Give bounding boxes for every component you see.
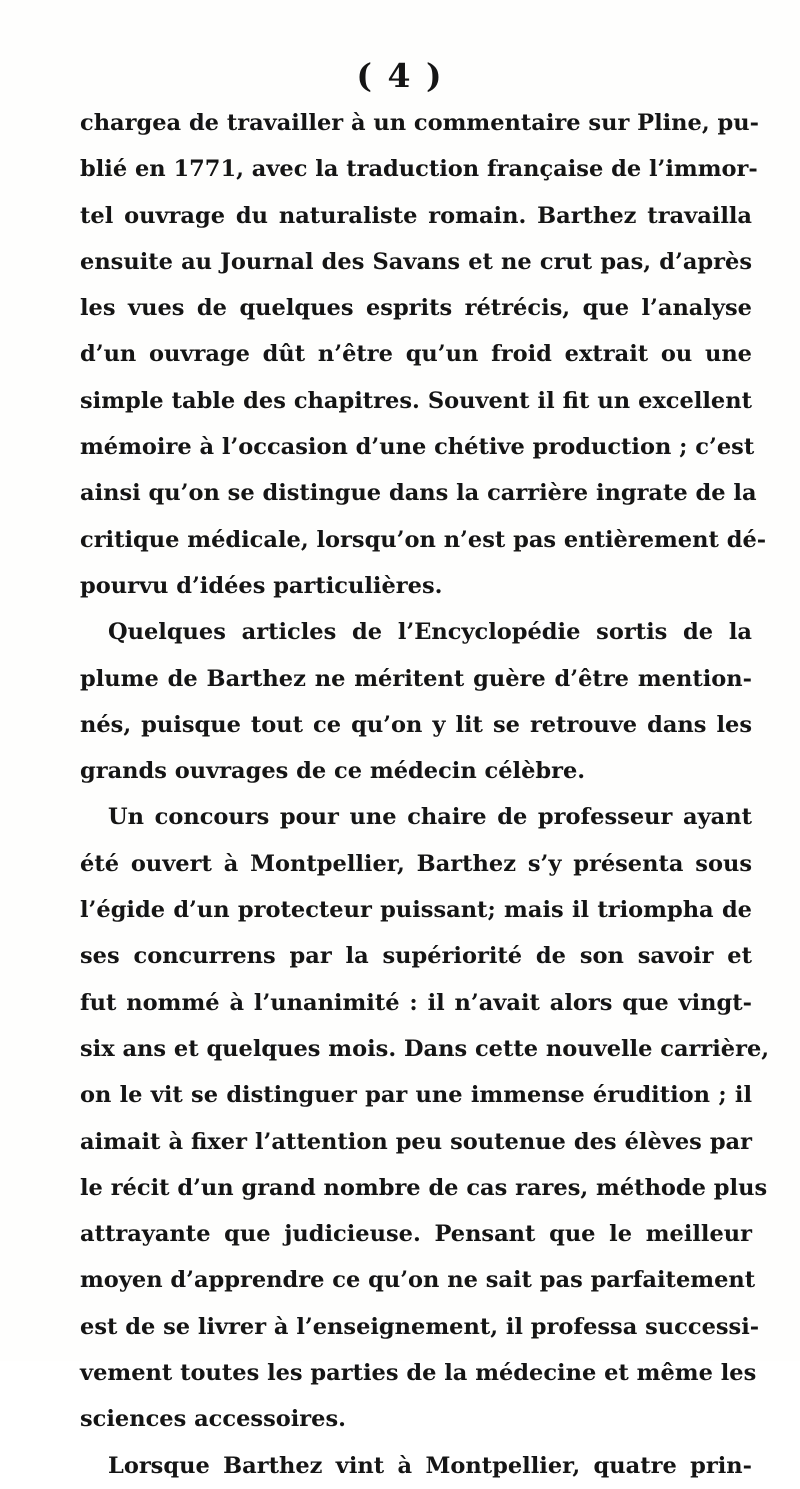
- text-line: ses concurrens par la supériorité de son savoir et: [80, 943, 752, 970]
- text-line: attrayante que judicieuse. Pensant que le meilleur: [80, 1221, 752, 1248]
- text-line: vement toutes les parties de la médecine et même les: [80, 1360, 757, 1387]
- text-line: est de se livrer à l’enseignement, il professa successi-: [80, 1313, 760, 1340]
- text-line: plume de Barthez ne méritent guère d’être mention-: [80, 665, 752, 692]
- paragraph-start-line: Lorsque Barthez vint à Montpellier, quatre prin-: [108, 1452, 752, 1479]
- text-line: fut nommé à l’unanimité : il n’avait alors que vingt-: [80, 989, 752, 1016]
- text-line: été ouvert à Montpellier, Barthez s’y présenta sous: [80, 850, 752, 877]
- text-line: d’un ouvrage dût n’être qu’un froid extrait ou une: [80, 341, 752, 368]
- text-line: mémoire à l’occasion d’une chétive production ; c’est: [80, 434, 755, 461]
- text-line: on le vit se distinguer par une immense érudition ; il: [80, 1082, 752, 1109]
- body-text: [80, 100, 770, 1489]
- text-line: chargea de travailler à un commentaire sur Pline, pu-: [80, 110, 759, 136]
- text-line: aimait à fixer l’attention peu soutenue des élèves par: [80, 1128, 752, 1155]
- paragraph-end-line: grands ouvrages de ce médecin célèbre.: [80, 758, 586, 785]
- text-line: critique médicale, lorsqu’on n’est pas entièrement dé-: [80, 526, 767, 553]
- text-line: tel ouvrage du naturaliste romain. Barthez travailla: [80, 202, 752, 229]
- text-line: ainsi qu’on se distingue dans la carrière ingrate de la: [80, 480, 757, 507]
- page-number: ( 4 ): [356, 56, 444, 95]
- text-line: les vues de quelques esprits rétrécis, que l’analyse: [80, 295, 752, 322]
- paragraph-end-line: sciences accessoires.: [80, 1406, 346, 1433]
- text-line: blié en 1771, avec la traduction française de l’immor-: [80, 156, 758, 183]
- paragraph-end-line: pourvu d’idées particulières.: [80, 572, 443, 599]
- text-line: simple table des chapitres. Souvent il fit un excellent: [80, 387, 752, 414]
- text-line: moyen d’apprendre ce qu’on ne sait pas parfaitement: [80, 1267, 756, 1294]
- paragraph-start-line: Un concours pour une chaire de professeur ayant: [108, 804, 752, 831]
- paragraph-start-line: Quelques articles de l’Encyclopédie sortis de la: [108, 619, 752, 646]
- text-line: ensuite au Journal des Savans et ne crut pas, d’après: [80, 248, 752, 275]
- text-line: nés, puisque tout ce qu’on y lit se retrouve dans les: [80, 711, 752, 738]
- text-line: le récit d’un grand nombre de cas rares, méthode plus: [80, 1174, 768, 1201]
- text-line: six ans et quelques mois. Dans cette nouvelle carrière,: [80, 1035, 770, 1062]
- text-line: l’égide d’un protecteur puissant; mais il triompha de: [80, 897, 752, 924]
